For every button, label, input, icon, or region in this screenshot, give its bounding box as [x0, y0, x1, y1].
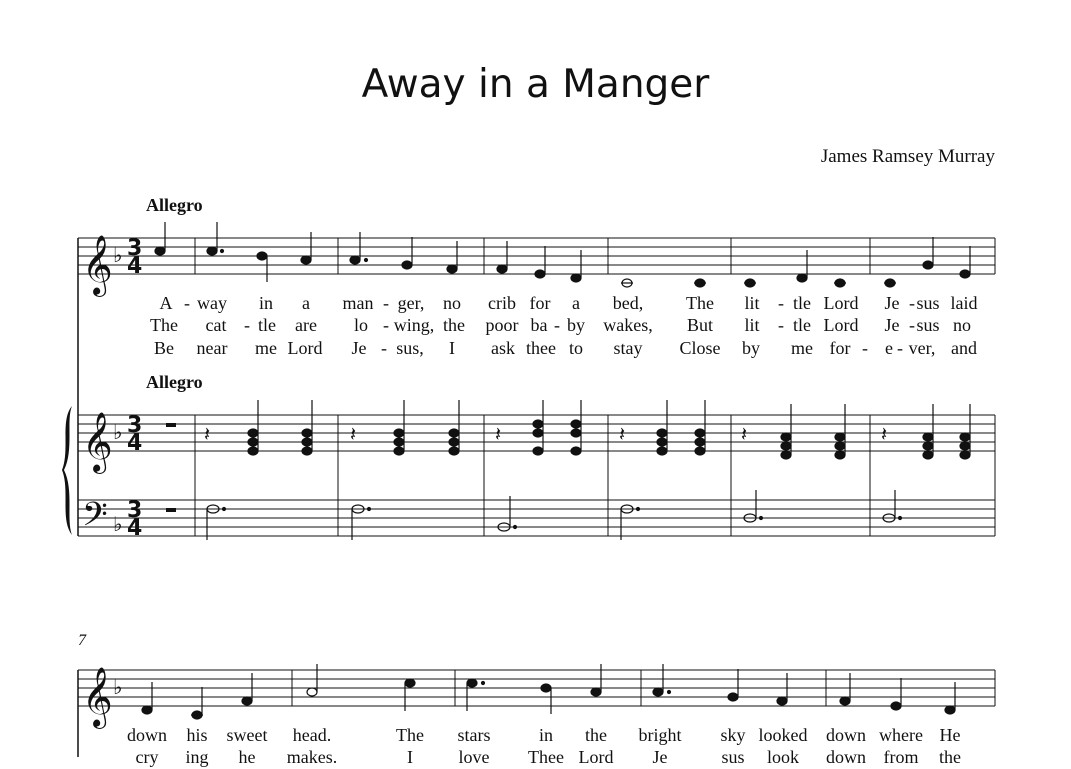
- lyrics-verse-3: [0, 338, 1071, 360]
- lyric-syllable: Lord: [578, 747, 614, 767]
- composer-credit: James Ramsey Murray: [820, 146, 995, 167]
- lyric-syllable: A: [159, 293, 173, 313]
- lyric-syllable: I: [449, 338, 455, 358]
- lyric-syllable: Je: [884, 293, 900, 313]
- lyric-syllable: sus: [916, 293, 940, 313]
- lyric-syllable: in: [258, 293, 274, 313]
- lyric-syllable: tle: [793, 315, 811, 335]
- lyric-syllable: ba: [530, 315, 548, 335]
- lyric-syllable: ing: [185, 747, 209, 767]
- lyric-syllable: where: [879, 725, 923, 745]
- time-signature: 4: [127, 431, 143, 456]
- lyric-hyphen: -: [909, 315, 915, 335]
- lyric-syllable: near: [196, 338, 228, 358]
- quarter-rest-icon: 𝄽: [495, 422, 502, 446]
- voice-notes-system-1: [155, 222, 970, 287]
- lyric-hyphen: -: [862, 338, 868, 358]
- lyric-syllable: a: [572, 293, 580, 313]
- lyric-syllable: lo: [353, 315, 369, 335]
- lyric-syllable: the: [585, 725, 607, 745]
- lyric-syllable: down: [127, 725, 167, 745]
- lyric-syllable: wing,: [393, 315, 435, 335]
- lyric-syllable: no: [953, 315, 971, 335]
- lyrics-verse-2: [0, 315, 1071, 337]
- lyric-hyphen: -: [778, 315, 784, 335]
- lyric-syllable: tle: [793, 293, 811, 313]
- lyric-hyphen: -: [184, 293, 190, 313]
- lyric-syllable: from: [883, 747, 919, 767]
- lyric-syllable: are: [295, 315, 317, 335]
- lyric-syllable: down: [826, 725, 866, 745]
- lyric-syllable: Lord: [823, 293, 859, 313]
- lyric-syllable: no: [443, 293, 461, 313]
- lyric-syllable: I: [407, 747, 413, 767]
- lyric-syllable: stars: [457, 725, 491, 745]
- lyric-syllable: Lord: [287, 338, 323, 358]
- lyric-syllable: Thee: [528, 747, 564, 767]
- piano-left-hand: [166, 490, 902, 540]
- treble-clef-icon: 𝄞: [82, 235, 113, 295]
- lyric-syllable: stay: [613, 338, 643, 358]
- lyric-syllable: for: [829, 338, 851, 358]
- time-signature: 4: [127, 516, 143, 541]
- voice-staff-1: [78, 238, 995, 274]
- lyric-syllable: and: [951, 338, 977, 358]
- lyric-syllable: The: [396, 725, 424, 745]
- lyric-syllable: But: [686, 315, 714, 335]
- quarter-rest-icon: 𝄽: [350, 422, 357, 446]
- lyric-syllable: Je: [884, 315, 900, 335]
- quarter-rest-icon: 𝄽: [619, 422, 626, 446]
- lyric-syllable: his: [186, 725, 208, 745]
- treble-clef-icon: 𝄞: [82, 412, 113, 472]
- lyric-syllable: in: [538, 725, 554, 745]
- lyric-syllable: crib: [488, 293, 516, 313]
- lyric-syllable: by: [742, 338, 760, 358]
- lyric-syllable: by: [567, 315, 585, 335]
- lyric-syllable: lit: [744, 315, 760, 335]
- lyrics-system-2-verse-2: [0, 747, 1071, 769]
- lyric-syllable: Close: [679, 338, 721, 358]
- lyric-hyphen: -: [554, 315, 560, 335]
- lyric-hyphen: -: [909, 293, 915, 313]
- lyric-syllable: poor: [485, 315, 519, 335]
- lyric-syllable: sweet: [226, 725, 268, 745]
- flat-icon: ♭: [113, 243, 123, 267]
- lyric-syllable: ver,: [908, 338, 936, 358]
- lyric-syllable: the: [939, 747, 961, 767]
- lyric-syllable: he: [238, 747, 256, 767]
- lyric-syllable: Je: [351, 338, 367, 358]
- lyric-syllable: the: [443, 315, 465, 335]
- lyric-syllable: bright: [638, 725, 682, 745]
- lyric-syllable: e: [885, 338, 893, 358]
- quarter-rest-icon: 𝄽: [204, 422, 211, 446]
- voice-notes-system-2: [142, 664, 955, 719]
- lyric-syllable: love: [458, 747, 490, 767]
- lyric-syllable: lit: [744, 293, 760, 313]
- lyric-syllable: sus: [916, 315, 940, 335]
- time-signature: 3: [127, 413, 143, 438]
- lyric-syllable: wakes,: [603, 315, 653, 335]
- lyric-hyphen: -: [897, 338, 903, 358]
- lyric-syllable: down: [826, 747, 866, 767]
- lyric-syllable: to: [568, 338, 584, 358]
- lyric-syllable: looked: [758, 725, 808, 745]
- flat-icon: ♭: [113, 675, 123, 699]
- quarter-rest-icon: 𝄽: [741, 422, 748, 446]
- quarter-rest-icon: 𝄽: [881, 422, 888, 446]
- lyric-syllable: sus,: [396, 338, 424, 358]
- lyric-syllable: ger,: [397, 293, 425, 313]
- lyric-syllable: Je: [652, 747, 668, 767]
- time-signature: 4: [127, 254, 143, 279]
- piano-brace: [62, 406, 72, 535]
- lyric-syllable: way: [197, 293, 227, 313]
- flat-icon: ♭: [113, 512, 123, 536]
- lyric-syllable: The: [686, 293, 714, 313]
- lyric-syllable: tle: [258, 315, 276, 335]
- lyric-syllable: makes.: [286, 747, 338, 767]
- lyric-syllable: thee: [526, 338, 556, 358]
- lyrics-verse-1: [0, 293, 1071, 315]
- lyric-syllable: cry: [135, 747, 159, 767]
- barlines-system-1: [195, 238, 995, 536]
- flat-icon: ♭: [113, 420, 123, 444]
- lyric-syllable: look: [766, 747, 800, 767]
- page-title: Away in a Manger: [361, 62, 710, 107]
- lyrics-system-2-verse-1: [0, 725, 1071, 747]
- time-signature: 3: [127, 236, 143, 261]
- lyric-hyphen: -: [383, 293, 389, 313]
- lyric-syllable: Be: [154, 338, 174, 358]
- lyric-hyphen: -: [383, 315, 389, 335]
- lyric-syllable: He: [939, 725, 961, 745]
- lyric-syllable: sky: [720, 725, 746, 745]
- lyric-syllable: The: [150, 315, 178, 335]
- lyric-hyphen: -: [778, 293, 784, 313]
- lyric-syllable: man: [342, 293, 374, 313]
- lyric-hyphen: -: [381, 338, 387, 358]
- lyric-syllable: sus: [721, 747, 745, 767]
- lyric-syllable: bed,: [612, 293, 644, 313]
- lyric-syllable: Lord: [823, 315, 859, 335]
- measure-number: 7: [78, 632, 86, 649]
- lyric-hyphen: -: [244, 315, 250, 335]
- lyric-syllable: laid: [950, 293, 978, 313]
- bass-clef-icon: 𝄢: [82, 496, 108, 542]
- tempo-marking-voice: Allegro: [146, 195, 203, 215]
- lyric-syllable: for: [529, 293, 551, 313]
- lyric-syllable: ask: [491, 338, 515, 358]
- treble-clef-icon: 𝄞: [82, 667, 113, 727]
- lyric-syllable: a: [302, 293, 310, 313]
- time-signature: 3: [127, 498, 143, 523]
- lyric-syllable: me: [791, 338, 813, 358]
- lyric-syllable: me: [255, 338, 277, 358]
- lyric-syllable: cat: [205, 315, 227, 335]
- piano-right-hand: [166, 400, 970, 459]
- tempo-marking-piano: Allegro: [146, 372, 203, 392]
- lyric-syllable: head.: [292, 725, 332, 745]
